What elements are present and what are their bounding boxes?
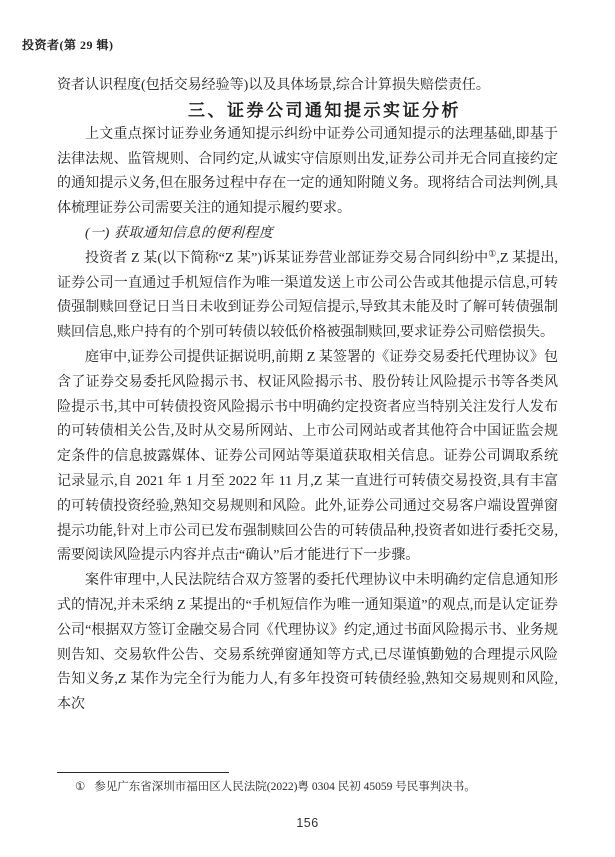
footnote-text: 参见广东省深圳市福田区人民法院(2022)粤 0304 民初 45059 号民事判决书。 [94, 781, 476, 793]
footnote-reference-mark: ① [488, 248, 497, 259]
footnote-area [57, 772, 558, 795]
paragraph-intro: 上文重点探讨证券业务通知提示纠纷中证券公司通知提示的法理基础,即基于法律法规、监管规则、合同约定,从诚实守信原则出发,证券公司并无合同直接约定的通知提示义务,但在服务过程中存在一定的通知附随义务。现将结合司法判例,具体梳理证券公司需要关注的通知提示履约要求。 [57, 126, 558, 217]
running-header: 投资者(第 29 辑) [22, 38, 114, 52]
paragraph-case-text-after: ,Z 某提出,证券公司一直通过手机短信作为唯一渠道发送上市公司公告或其他提示信息,可转债强制赎回登记日当日未收到证券公司短信提示,导致其未能及时了解可转债强制赎回信息,账户持有的个别可转债以较低价格被强制赎回,要求证券公司赔偿损失。 [57, 250, 558, 341]
paragraph-case [57, 247, 558, 346]
page-number: 156 [296, 816, 319, 830]
body-text [57, 74, 558, 718]
paragraph-trial: 庭审中,证券公司提供证据说明,前期 Z 某签署的《证券交易委托代理协议》包含了证券交易委托风险揭示书、权证风险揭示书、股份转让风险提示书等各类风险提示书,其中可转债投资风险揭示书中明确约定投资者应当特别关注发行人发布的可转债相关公告,及时从交易所网站、上市公司网站或者其他符合中国证监会规定条件的信息披露媒体、证券公司网站等渠道获取相关信息。证券公司调取系统记录显示,自 2021 年 1 月至 2022 年 11 月,Z 某一直进行可转债交易投资,具有丰富的可转债投资经验,熟知交易规则和风险。此外,证券公司通过交易客户端设置弹窗提示功能,针对上市公司已发布强制赎回公告的可转债品种,投资者如进行委托交易,需要阅读风险提示内容并点击“确认”后才能进行下一步骤。 [57, 349, 558, 564]
footnote [57, 780, 558, 795]
footnote-mark: ① [75, 781, 86, 793]
paragraph-continuation: 资者认识程度(包括交易经验等)以及具体场景,综合计算损失赔偿责任。 [57, 78, 490, 93]
paragraph-judgment: 案件审理中,人民法院结合双方签署的委托代理协议中未明确约定信息通知形式的情况,并未采纳 Z 某提出的“手机短信作为唯一通知渠道”的观点,而是认定证券公司“根据双方签订金融交易合同《代理协议》约定,通过书面风险揭示书、业务规则告知、交易软件公告、交易系统弹窗通知等方式,已尽谨慎勤勉的合理提示风险告知义务,Z 某作为完全行为能力人,有多年投资可转债经验,熟知交易规则和风险,本次 [57, 573, 558, 713]
paragraph-case-text-before: 投资者 Z 某(以下简称“Z 某”)诉某证券营业部证券交易合同纠纷中 [85, 250, 489, 266]
section-title: 三、证券公司通知提示实证分析 [188, 100, 461, 120]
footnote-divider [57, 772, 229, 773]
subsection-heading: (一) 获取通知信息的便利程度 [85, 225, 274, 241]
